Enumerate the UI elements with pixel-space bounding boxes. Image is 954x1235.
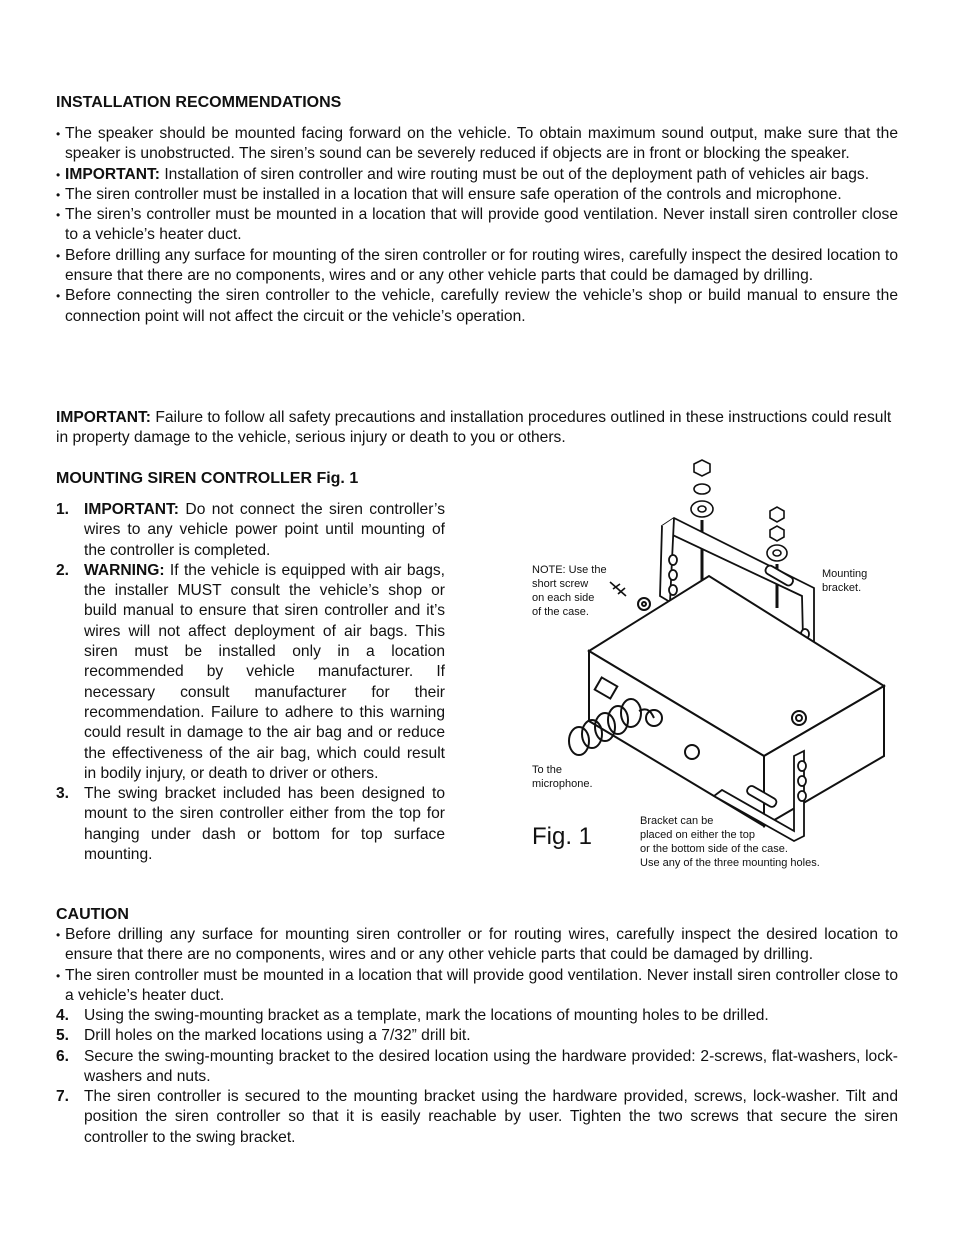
step-item: 7. The siren controller is secured to the mounting bracket using the hardware provided, screws, lock-washer. Tilt and position the siren controller so that it is easily reachable by user. Tighten the two screws that secure the siren controller to the swing bracket. (56, 1088, 898, 1146)
caution-list (56, 925, 898, 1006)
hardware-stack-right (767, 507, 787, 608)
bracket-note-line: Bracket can be (640, 815, 714, 827)
note-line: short screw (532, 578, 589, 590)
bracket-note-line: placed on either the top (640, 829, 755, 841)
step-item: 2. WARNING: If the vehicle is equipped with air bags, the installer MUST consult the vehicle’s shop or build manual to ensure that siren controller and it’s wires will not affect deployment of air bags. This siren must be installed only in a location recommended by vehicle manufacturer. If necessary consult manufacturer for their recommendation. Failure to adhere to this warning could result in damage to the air bag and or reduce the effectiveness of the air bag, which could result in bodily injury, or death to driver or others. (56, 561, 445, 782)
step-item: 4. Using the swing-mounting bracket as a template, mark the locations of mounting holes to be drilled. (56, 1007, 769, 1024)
bracket-label-line: bracket. (822, 582, 862, 594)
list-item: • IMPORTANT: Installation of siren controller and wire routing must be out of the deployment path of vehicles air bags. (56, 165, 898, 185)
list-item: • The siren controller must be installed in a location that will ensure safe operation of the controls and microphone. (56, 185, 898, 205)
short-screw (610, 582, 626, 596)
note-line: on each side (532, 592, 595, 604)
bracket-note-line: Use any of the three mounting holes. (640, 857, 820, 869)
microphone-label-line: To the (532, 764, 562, 776)
mounting-heading: MOUNTING SIREN CONTROLLER Fig. 1 (56, 470, 359, 487)
list-item: • Before drilling any surface for mounting of the siren controller or for routing wires, carefully inspect the desired location to ensure that there are no components, wires and or any other vehicle parts that could be damaged by drilling. (56, 246, 898, 287)
installation-heading: INSTALLATION RECOMMENDATIONS (56, 94, 342, 111)
installation-list (56, 124, 898, 327)
step-item: 5. Drill holes on the marked locations using a 7/32” drill bit. (56, 1027, 471, 1045)
note-line: of the case. (532, 606, 589, 618)
list-item: • The siren’s controller must be mounted in a location that will provide good ventilation. Never install siren controller close to a vehicle’s heater duct. (56, 205, 898, 246)
step-item: 3. The swing bracket included has been designed to mount to the siren controller either from the top for hanging under dash or bottom for top surface mounting. (56, 785, 445, 864)
step-item: 6. Secure the swing-mounting bracket to the desired location using the hardware provided: 2-screws, flat-washers, lock-washers and nuts. (56, 1047, 898, 1085)
installation-steps (56, 1006, 898, 1148)
list-item: • The siren controller must be mounted in a location that will provide good ventilation. Never install siren controller close to a vehicle’s heater duct. (56, 966, 898, 1007)
bracket-note-line: or the bottom side of the case. (640, 843, 788, 855)
list-item: • Before connecting the siren controller to the vehicle, carefully review the vehicle’s shop or build manual to ensure the connection point will not affect the circuit or the vehicle’s operation. (56, 286, 898, 327)
important-notice: IMPORTANT: Failure to follow all safety precautions and installation procedures outlined in these instructions could result in property damage to the vehicle, serious injury or death to you or others. (56, 409, 892, 447)
list-item: • Before drilling any surface for mounting siren controller or for routing wires, carefully inspect the desired location to ensure that there are no components, wires and or any other vehicle parts that could be damaged by drilling. (56, 925, 898, 966)
hardware-stack-left (691, 460, 713, 584)
controller-case (589, 576, 884, 826)
figure-1-diagram (514, 456, 894, 876)
figure-label: Fig. 1 (532, 823, 593, 850)
siren-controller-illustration (514, 456, 894, 876)
bracket-label-line: Mounting (822, 568, 868, 580)
note-line: NOTE: Use the (532, 564, 607, 576)
step-item: 1. IMPORTANT: Do not connect the siren controller’s wires to any vehicle power point until mounting of the controller is completed. (56, 501, 445, 559)
caution-heading: CAUTION (56, 906, 129, 923)
mounting-steps (56, 500, 445, 865)
microphone-label-line: microphone. (532, 778, 593, 790)
list-item: • The speaker should be mounted facing forward on the vehicle. To obtain maximum sound output, make sure that the speaker is unobstructed. The siren’s sound can be severely reduced if objects are in front or blocking the speaker. (56, 124, 898, 165)
